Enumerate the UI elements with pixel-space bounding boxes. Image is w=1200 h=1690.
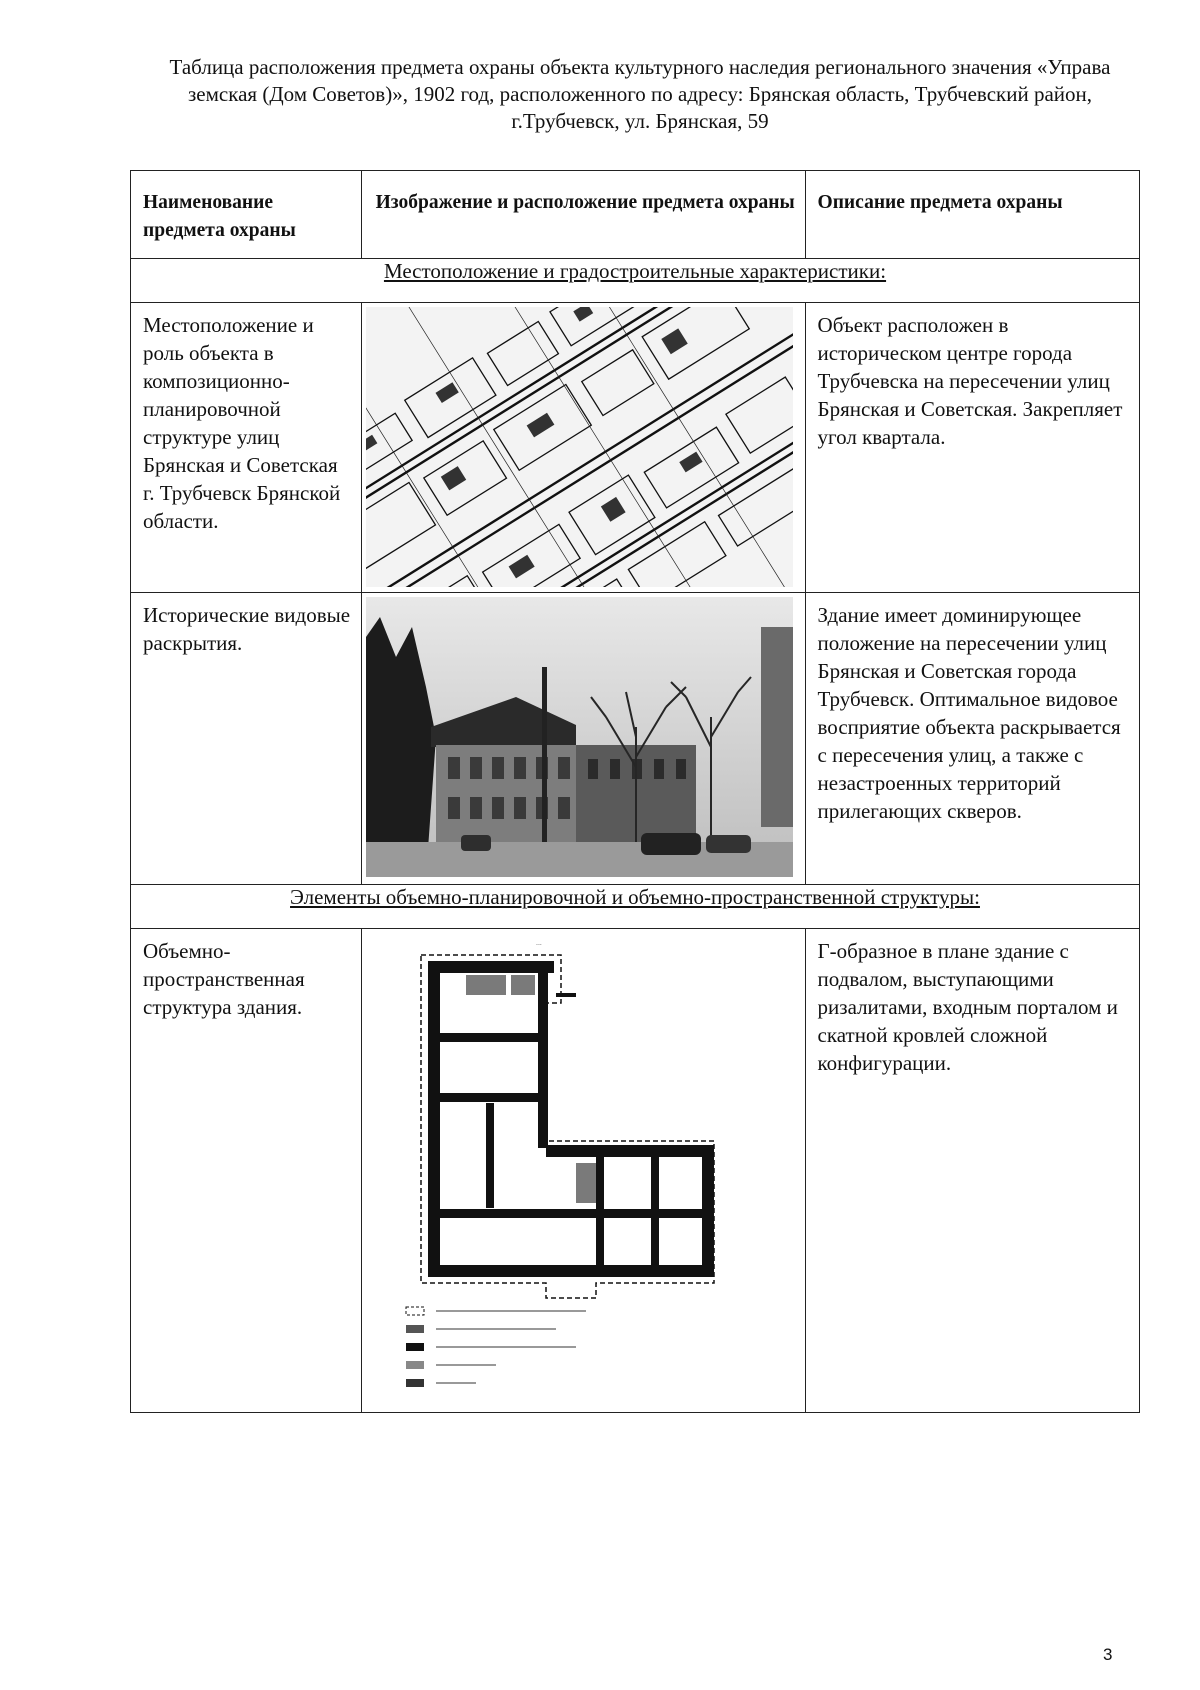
row-image-cell [361, 593, 805, 885]
header-row [131, 171, 1140, 259]
section-title: Местоположение и градостроительные характеристики: [131, 259, 1140, 303]
section-title: Элементы объемно-планировочной и объемно-пространственной структуры: [131, 885, 1140, 929]
building-photo-image [366, 597, 793, 877]
header-description: Описание предмета охраны [805, 171, 1139, 259]
row-image-cell [361, 929, 805, 1413]
floor-plan-image [366, 933, 793, 1407]
row-name-cell: Исторические видовые раскрытия. [131, 593, 362, 885]
svg-text:...: ... [535, 940, 542, 947]
table-row [131, 929, 1140, 1413]
page-number: 3 [1103, 1645, 1113, 1664]
row-description-cell: Здание имеет доминирующее положение на пересечении улиц Брянская и Советская города Трубчевск. Оптимальное видовое восприятие объекта раскрывается с пересечения улиц, а также с незастроенных территорий прилегающих скверов. [805, 593, 1139, 885]
document-title: Таблица расположения предмета охраны объекта культурного наследия регионального значения «Управа земская (Дом Советов)», 1902 год, расположенного по адресу: Брянская область, Трубчевский район, г.Трубчевск, ул. Брянская, 59 [169, 55, 1111, 133]
section-row [131, 259, 1140, 303]
row-name-cell: Объемно-пространственная структура здания. [131, 929, 362, 1413]
header-image: Изображение и расположение предмета охраны [361, 171, 805, 259]
protection-table [130, 170, 1140, 1413]
city-map-image [366, 307, 793, 587]
row-description-cell: Объект расположен в историческом центре города Трубчевска на пересечении улиц Брянская и Советская. Закрепляет угол квартала. [805, 303, 1139, 593]
section-row [131, 885, 1140, 929]
header-name: Наименование предмета охраны [131, 171, 362, 259]
row-name-cell: Местоположение и роль объекта в композиционно-планировочной структуре улиц Брянская и Советская г. Трубчевск Брянской области. [131, 303, 362, 593]
table-row [131, 593, 1140, 885]
table-row [131, 303, 1140, 593]
row-description-cell: Г-образное в плане здание с подвалом, выступающими ризалитами, входным порталом и скатной кровлей сложной конфигурации. [805, 929, 1139, 1413]
row-image-cell [361, 303, 805, 593]
